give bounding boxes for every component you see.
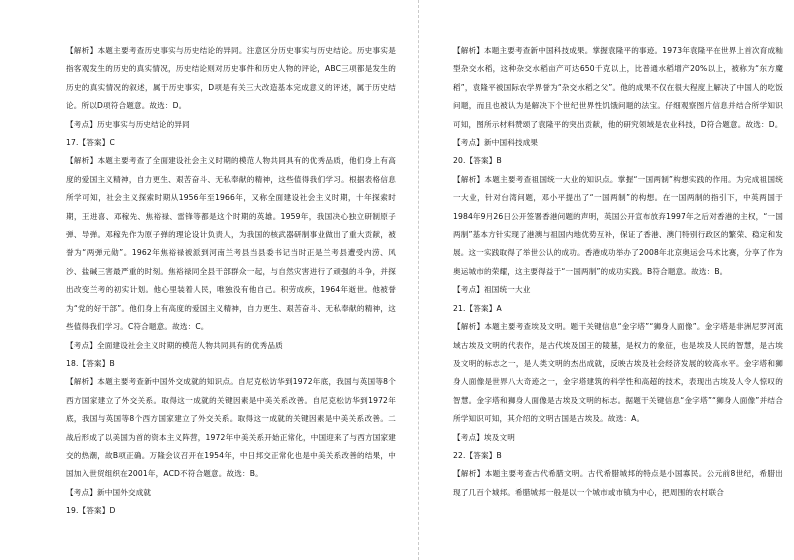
answer-line: 17.【答案】C	[66, 138, 115, 148]
kaodian-line: 【考点】全面建设社会主义时期的模范人物共同具有的优秀品质	[66, 340, 283, 350]
answer-line: 21.【答案】A	[453, 303, 502, 313]
analysis-paragraph: 【解析】本题主要考查古代希腊文明。古代希腊城邦的特点是小国寡民。公元前8世纪，希腊出现了几百个城邦。希腊城邦一般是以一个城市或市镇为中心，把周围的农村联合	[453, 469, 783, 497]
analysis-paragraph: 【解析】本题主要考查历史事实与历史结论的异同。注意区分历史事实与历史结论。历史事实是指客观发生的历史的真实情况，历史结论则对历史事件和历史人物的评论，ABC三项都是发生的历史的真实情况的叙述，属于历史事实，D项是有关三大改造基本完成意义的评述，属于历史结论。所以D项符合题意。故选：D。	[66, 46, 396, 111]
kaodian-line: 【考点】埃及文明	[453, 432, 515, 442]
column-divider	[418, 0, 419, 560]
analysis-paragraph: 【解析】本题主要考查祖国统一大业的知识点。掌握“一国两制”构想实践的作用。为完成祖国统一大业，针对台湾问题，邓小平提出了“一国两制”的构想。在一国两制的指引下，中英两国于1984年9月26日公开签署香港问题的声明，英国公开宣布放弃1997年之后对香港的主权，“一国两制”基本方针实现了港澳与祖国内地优势互补，保证了香港、澳门特别行政区的繁荣、稳定和发展。这一实践取得了举世公认的成功。香港成功举办了2008年北京奥运会马术比赛，分享了作为奥运城市的荣耀，这主要得益于“一国两制”的成功实践。B符合题意。故选：B。	[453, 174, 783, 276]
left-column	[66, 42, 396, 521]
analysis-paragraph: 【解析】本题主要考查了全面建设社会主义时期的模范人物共同具有的优秀品质，他们身上有高度的爱国主义精神，自力更生、艰苦奋斗、无私奉献的精神，这些值得我们学习。根据表格信息所学可知，社会主义探索时期从1956年至1966年，又称全面建设社会主义时期，十年探索时期，王进喜、邓稼先、焦裕禄、雷锋等都是这个时期的英雄。1959年，我国决心独立研制原子弹、导弹。邓稼先作为原子弹的理论设计负责人，为我国的核武器研制事业做出了重大贡献，被誉为“两弹元勋”。1962年焦裕禄被派到河南兰考县当县委书记当时正是兰考县遭受内涝、风沙、盐碱三害最严重的时刻。焦裕禄同全县干部群众一起，与自然灾害进行了顽强的斗争，并探出改变兰考的初实计划。他心里装着人民，唯独没有他自己。积劳成疾，1964年逝世。他被誉为“党的好干部”。他们身上有高度的爱国主义精神，自力更生、艰苦奋斗、无私奉献的精神，这些值得我们学习。C符合题意。故选：C。	[66, 156, 396, 332]
analysis-paragraph: 【解析】本题主要考查埃及文明。题干关键信息“金字塔”“狮身人面像”。金字塔是非洲尼罗河流域古埃及文明的代表作，是古代埃及国王的陵墓，是权力的象征，也是埃及人民的智慧，是古埃及文明的标志之一，是人类文明的杰出成就，反映古埃及社会经济发展的较高水平。金字塔和狮身人面像是世界八大奇迹之一，金字塔建筑的科学性和高超的技术，表现出古埃及人令人惊叹的智慧。金字塔和狮身人面像是古埃及文明的标志。据题干关键信息“金字塔”“狮身人面像”并结合所学知识可知，其介绍的文明古国是古埃及。故选：A。	[453, 322, 783, 424]
analysis-paragraph: 【解析】本题主要考查新中国科技成果。掌握袁隆平的事迹。1973年袁隆平在世界上首次育成籼型杂交水稻，这种杂交水稻亩产可达650千克以上，比普通水稻增产20%以上，被称为“东方魔稻”，袁隆平被国际农学界誉为“杂交水稻之父”。他的成果不仅在很大程度上解决了中国人的吃饭问题，而且也被认为是解决下个世纪世界性饥饿问题的法宝。仔细观察图片信息并结合所学知识可知，图所示材料赞颂了袁隆平的突出贡献，他的研究领域是农业科技，D符合题意。故选：D。	[453, 46, 783, 129]
analysis-paragraph: 【解析】本题主要考查新中国外交成就的知识点。自尼克松访华到1972年底，我国与英国等8个西方国家建立了外交关系。取得这一成就的关键因素是中美关系改善。自尼克松访华到1972年底，我国与英国等8个西方国家建立了外交关系。取得这一成就的关键因素是中美关系改善。二战后形成了以美国为首的资本主义阵营，1972年中美关系开始正常化，中国迎来了与西方国家建交的热潮，故B项正确。万隆会议召开在1954年，中日邦交正常化也是中美关系改善的结果，中国加入世贸组织在2001年，ACD不符合题意。故选：B。	[66, 377, 396, 479]
answer-line: 18.【答案】B	[66, 358, 115, 368]
kaodian-line: 【考点】新中国科技成果	[453, 138, 539, 148]
answer-line: 19.【答案】D	[66, 506, 116, 516]
answer-line: 20.【答案】B	[453, 156, 502, 166]
kaodian-line: 【考点】新中国外交成就	[66, 487, 152, 497]
right-column	[453, 42, 783, 502]
kaodian-line: 【考点】历史事实与历史结论的异同	[66, 119, 190, 129]
kaodian-line: 【考点】祖国统一大业	[453, 285, 531, 295]
answer-line: 22.【答案】B	[453, 450, 502, 460]
